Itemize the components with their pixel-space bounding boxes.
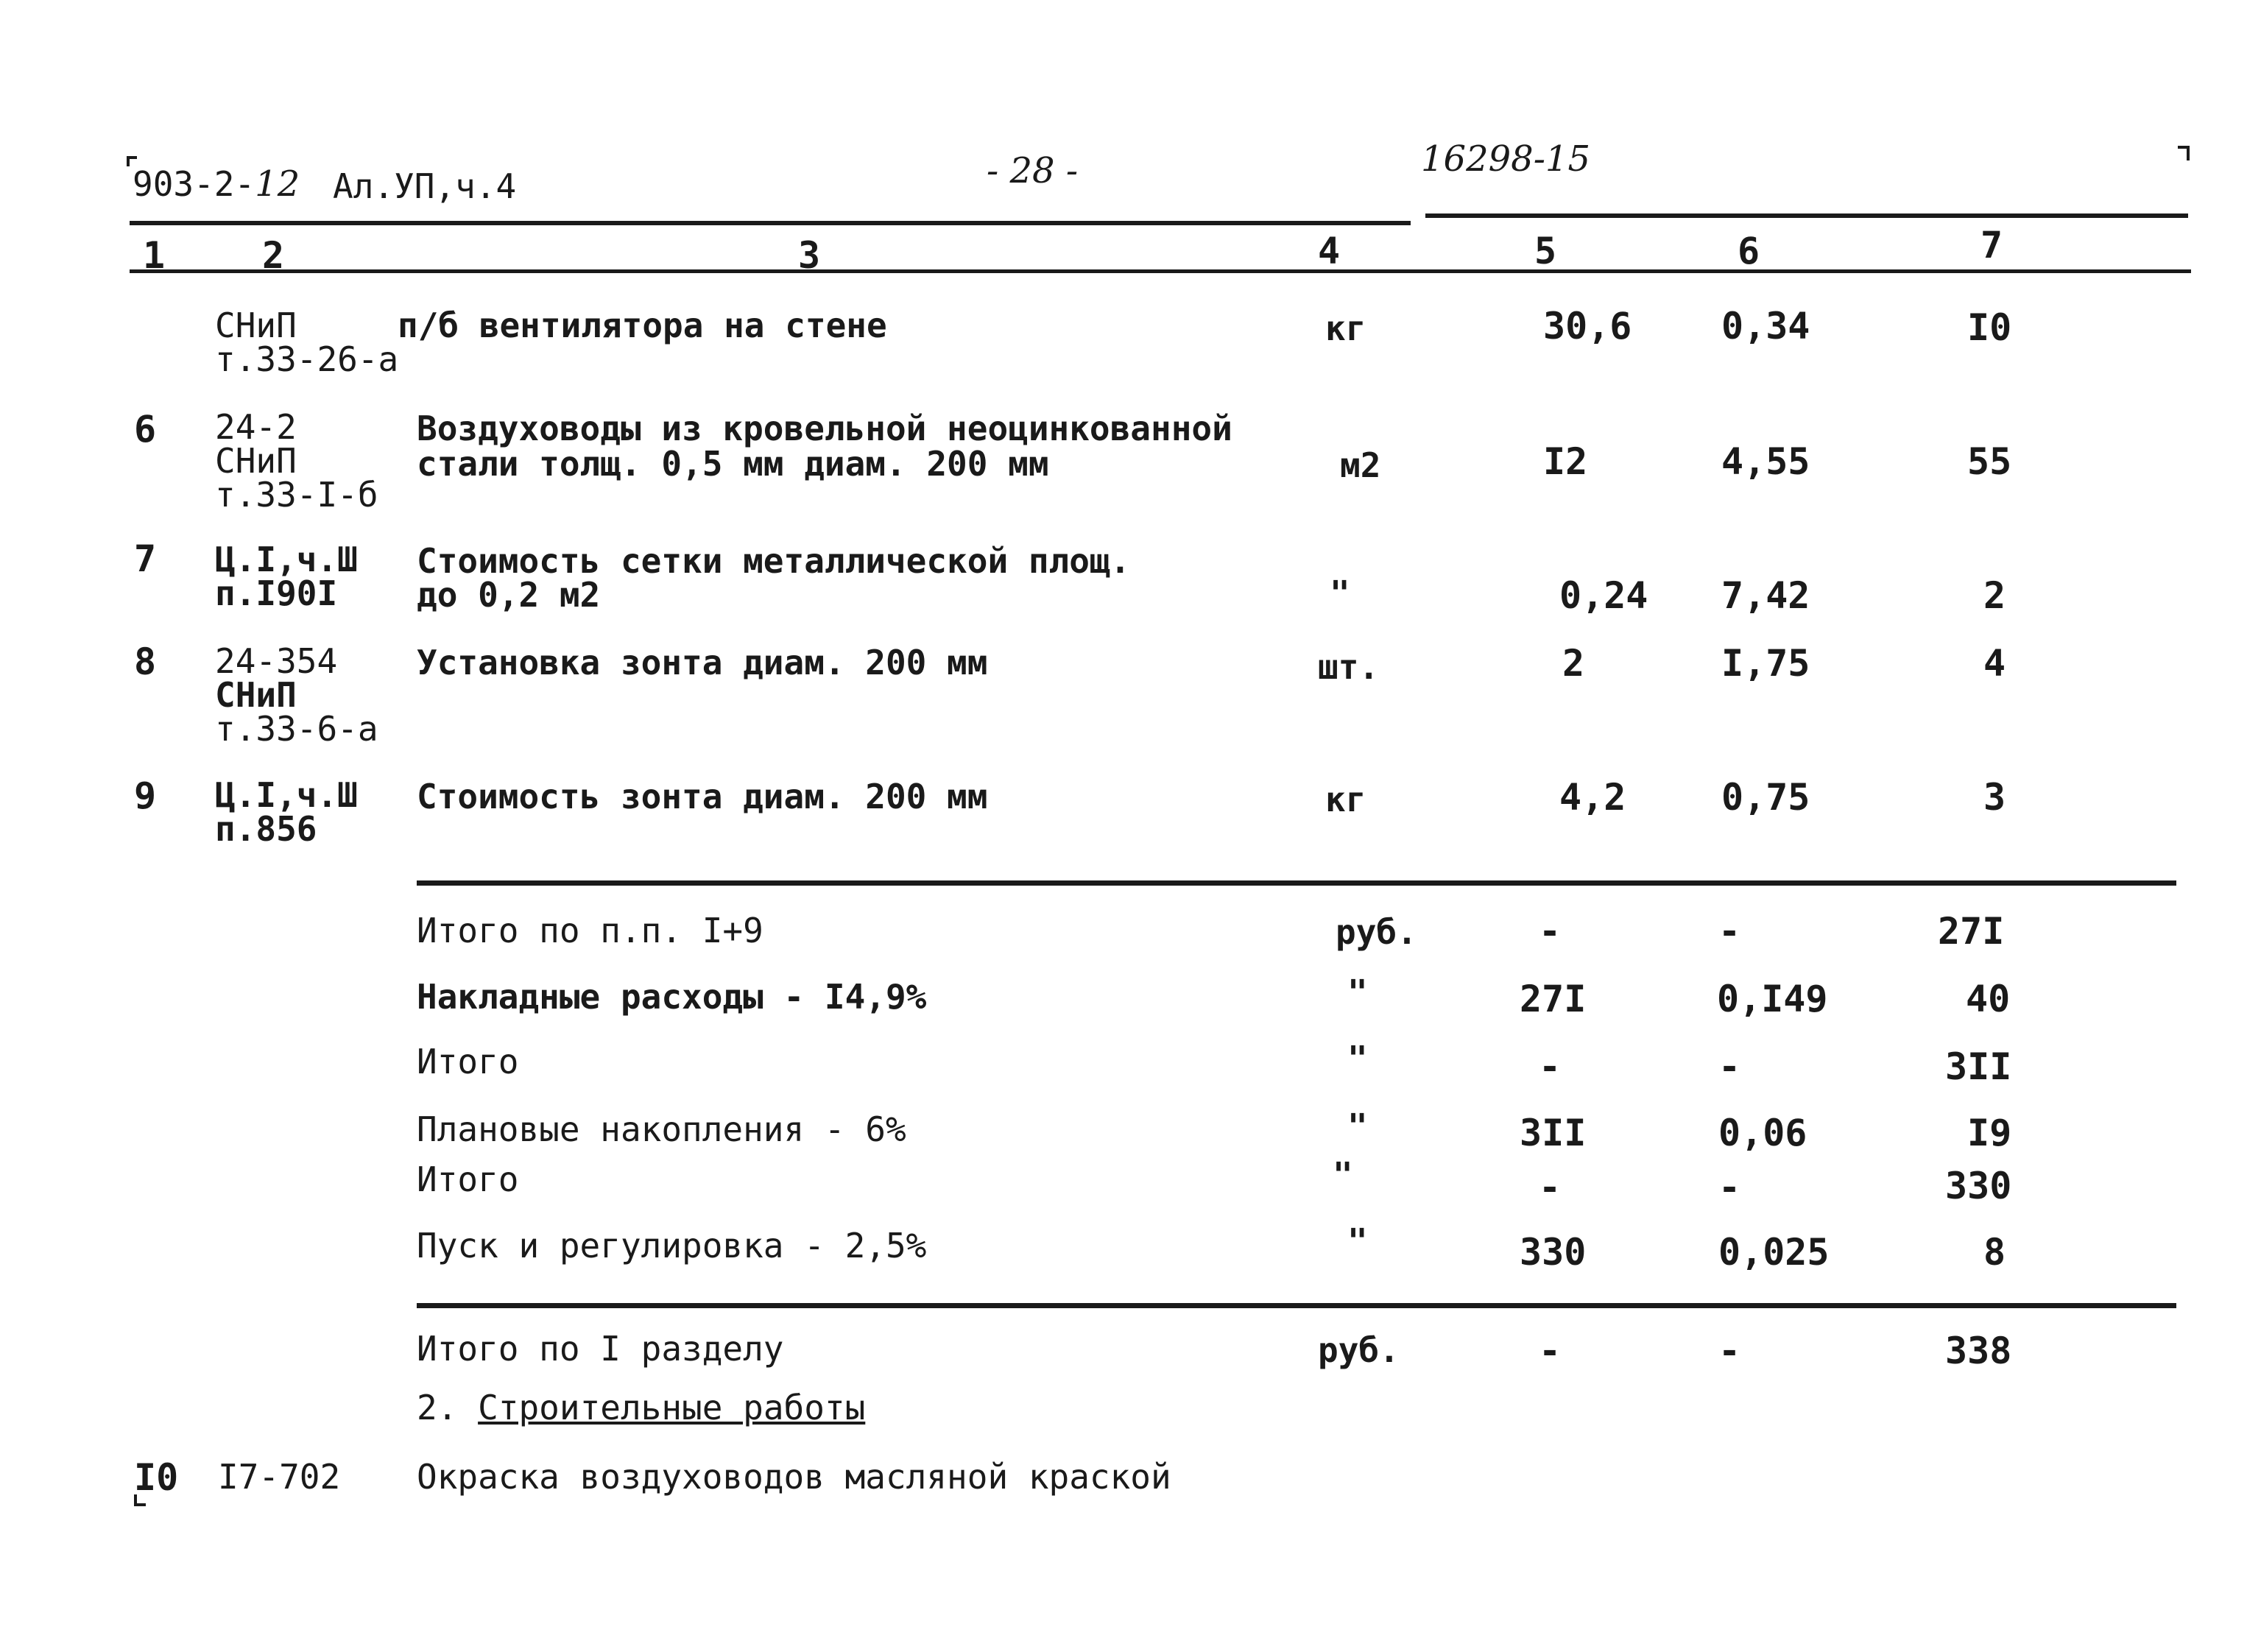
table-row-ref-line: т.33-I-б [215, 475, 378, 515]
table-row-ref-line: СНиП [215, 306, 297, 345]
table-row-price: 0,75 [1721, 776, 1810, 819]
table-row-description: Установка зонта диам. 200 мм [417, 643, 988, 682]
document-code [133, 163, 300, 205]
summary-label: Пуск и регулировка - 2,5% [417, 1226, 927, 1266]
column-header-5: 5 [1534, 230, 1557, 272]
summary-label: Итого [417, 1042, 519, 1081]
summary-quantity: - [1539, 1166, 1562, 1209]
section-title: Строительные работы [478, 1388, 866, 1427]
summary-quantity: 3II [1520, 1112, 1587, 1154]
summary-unit: руб. [1336, 912, 1417, 952]
table-row-ref-line: 24-2 [215, 407, 297, 447]
summary-label: Итого по п.п. I+9 [417, 911, 763, 950]
column-header-3: 3 [798, 234, 821, 277]
column-header-1: 1 [143, 234, 166, 277]
summary-price: - [1718, 1045, 1741, 1088]
summary-unit: " [1347, 1221, 1368, 1261]
summary-total: 8 [1983, 1231, 2006, 1274]
table-row-number: 9 [134, 774, 157, 817]
table-row-quantity: 4,2 [1559, 776, 1626, 819]
page-number: - 28 - [987, 150, 1079, 191]
summary-unit: " [1347, 1039, 1368, 1079]
summary-unit: " [1347, 973, 1368, 1012]
table-row-total: 4 [1983, 642, 2006, 685]
table-row-ref-line: п.I90I [215, 573, 338, 613]
summary-quantity: - [1539, 1045, 1562, 1088]
column-header-7: 7 [1980, 224, 2003, 266]
table-row-ref-line: п.856 [215, 809, 317, 849]
document-code-prefix: 903-2- [133, 164, 255, 204]
table-row-quantity: 30,6 [1543, 305, 1632, 347]
table-row-total: 3 [1983, 776, 2006, 819]
summary-price: - [1718, 1166, 1741, 1209]
summary-unit: " [1347, 1106, 1368, 1146]
table-row-number: I0 [134, 1456, 179, 1499]
summary-total: 27I [1938, 910, 2005, 953]
table-row-ref-line: Ц.I,ч.Ш [215, 540, 358, 579]
document-number: 16298-15 [1421, 138, 1590, 180]
summary-rule [417, 880, 2176, 886]
table-row-number: 8 [134, 640, 157, 683]
summary-price: - [1718, 910, 1741, 953]
section-total-rule [417, 1303, 2176, 1308]
table-row-description: Воздуховоды из кровельной неоцинкованной [417, 409, 1232, 448]
header-rule-left [130, 221, 1411, 225]
table-row-number: 7 [134, 537, 157, 580]
table-row-ref-line: 24-354 [215, 641, 338, 681]
table-row-unit: м2 [1340, 445, 1381, 485]
corner-mark-top-right [2178, 146, 2190, 160]
table-row-unit: " [1330, 573, 1350, 613]
section-total-label: Итого по I разделу [417, 1329, 784, 1369]
table-row-ref: I7-702 [218, 1457, 341, 1497]
summary-quantity: 27I [1520, 978, 1587, 1020]
table-row-price: 0,34 [1721, 305, 1810, 347]
summary-quantity: 330 [1520, 1231, 1587, 1274]
column-header-rule [130, 269, 2191, 273]
section-total-unit: руб. [1318, 1330, 1400, 1370]
table-row-description: Стоимость зонта диам. 200 мм [417, 777, 988, 816]
summary-total: I9 [1967, 1112, 2012, 1154]
table-row-description: Стоимость сетки металлической площ. [417, 541, 1131, 581]
table-row-description: стали толщ. 0,5 мм диам. 200 мм [417, 444, 1049, 484]
summary-total: 40 [1966, 978, 2011, 1020]
table-row-quantity: 2 [1562, 642, 1585, 685]
table-row-ref-line: т.33-6-а [215, 709, 378, 749]
table-row-description: Окраска воздуховодов масляной краской [417, 1457, 1171, 1497]
table-row-number: 6 [134, 408, 157, 451]
table-row-description: п/б вентилятора на стене [398, 306, 887, 345]
column-header-2: 2 [262, 234, 285, 277]
summary-quantity: - [1539, 910, 1562, 953]
summary-total: 330 [1945, 1165, 2012, 1207]
column-header-4: 4 [1318, 230, 1341, 272]
summary-label: Накладные расходы - I4,9% [417, 977, 927, 1017]
header-rule-right [1425, 213, 2188, 218]
section-total-quantity: - [1539, 1330, 1562, 1372]
summary-unit: " [1333, 1155, 1353, 1195]
table-row-total: 2 [1983, 574, 2006, 617]
section-heading [417, 1390, 865, 1425]
section-total-price: - [1718, 1330, 1741, 1372]
summary-price: 0,06 [1718, 1112, 1807, 1154]
table-row-quantity: 0,24 [1559, 574, 1648, 617]
summary-price: 0,025 [1718, 1231, 1830, 1274]
section-number: 2. [417, 1388, 458, 1427]
summary-price: 0,I49 [1717, 978, 1828, 1020]
table-row-description: до 0,2 м2 [417, 575, 601, 615]
table-row-ref-line: СНиП [215, 441, 297, 481]
table-row-ref-line: СНиП [215, 675, 297, 715]
summary-total: 3II [1945, 1045, 2012, 1088]
table-row-price: 7,42 [1721, 574, 1810, 617]
table-row-price: 4,55 [1721, 440, 1810, 483]
column-header-6: 6 [1738, 230, 1760, 272]
table-row-unit: кг [1325, 308, 1366, 348]
table-row-quantity: I2 [1543, 440, 1588, 483]
table-row-price: I,75 [1721, 642, 1810, 685]
table-row-ref-line: Ц.I,ч.Ш [215, 775, 358, 815]
table-row-unit: кг [1325, 780, 1366, 819]
table-row-ref-line: т.33-26-а [215, 339, 399, 379]
document-code-suffix: 12 [255, 163, 300, 205]
album-reference: Ал.УП,ч.4 [333, 166, 517, 206]
summary-label: Итого [417, 1159, 519, 1199]
section-total-total: 338 [1945, 1330, 2012, 1372]
table-row-unit: шт. [1318, 647, 1380, 687]
summary-label: Плановые накопления - 6% [417, 1109, 906, 1149]
table-row-total: I0 [1967, 306, 2012, 349]
table-row-total: 55 [1967, 440, 2012, 483]
